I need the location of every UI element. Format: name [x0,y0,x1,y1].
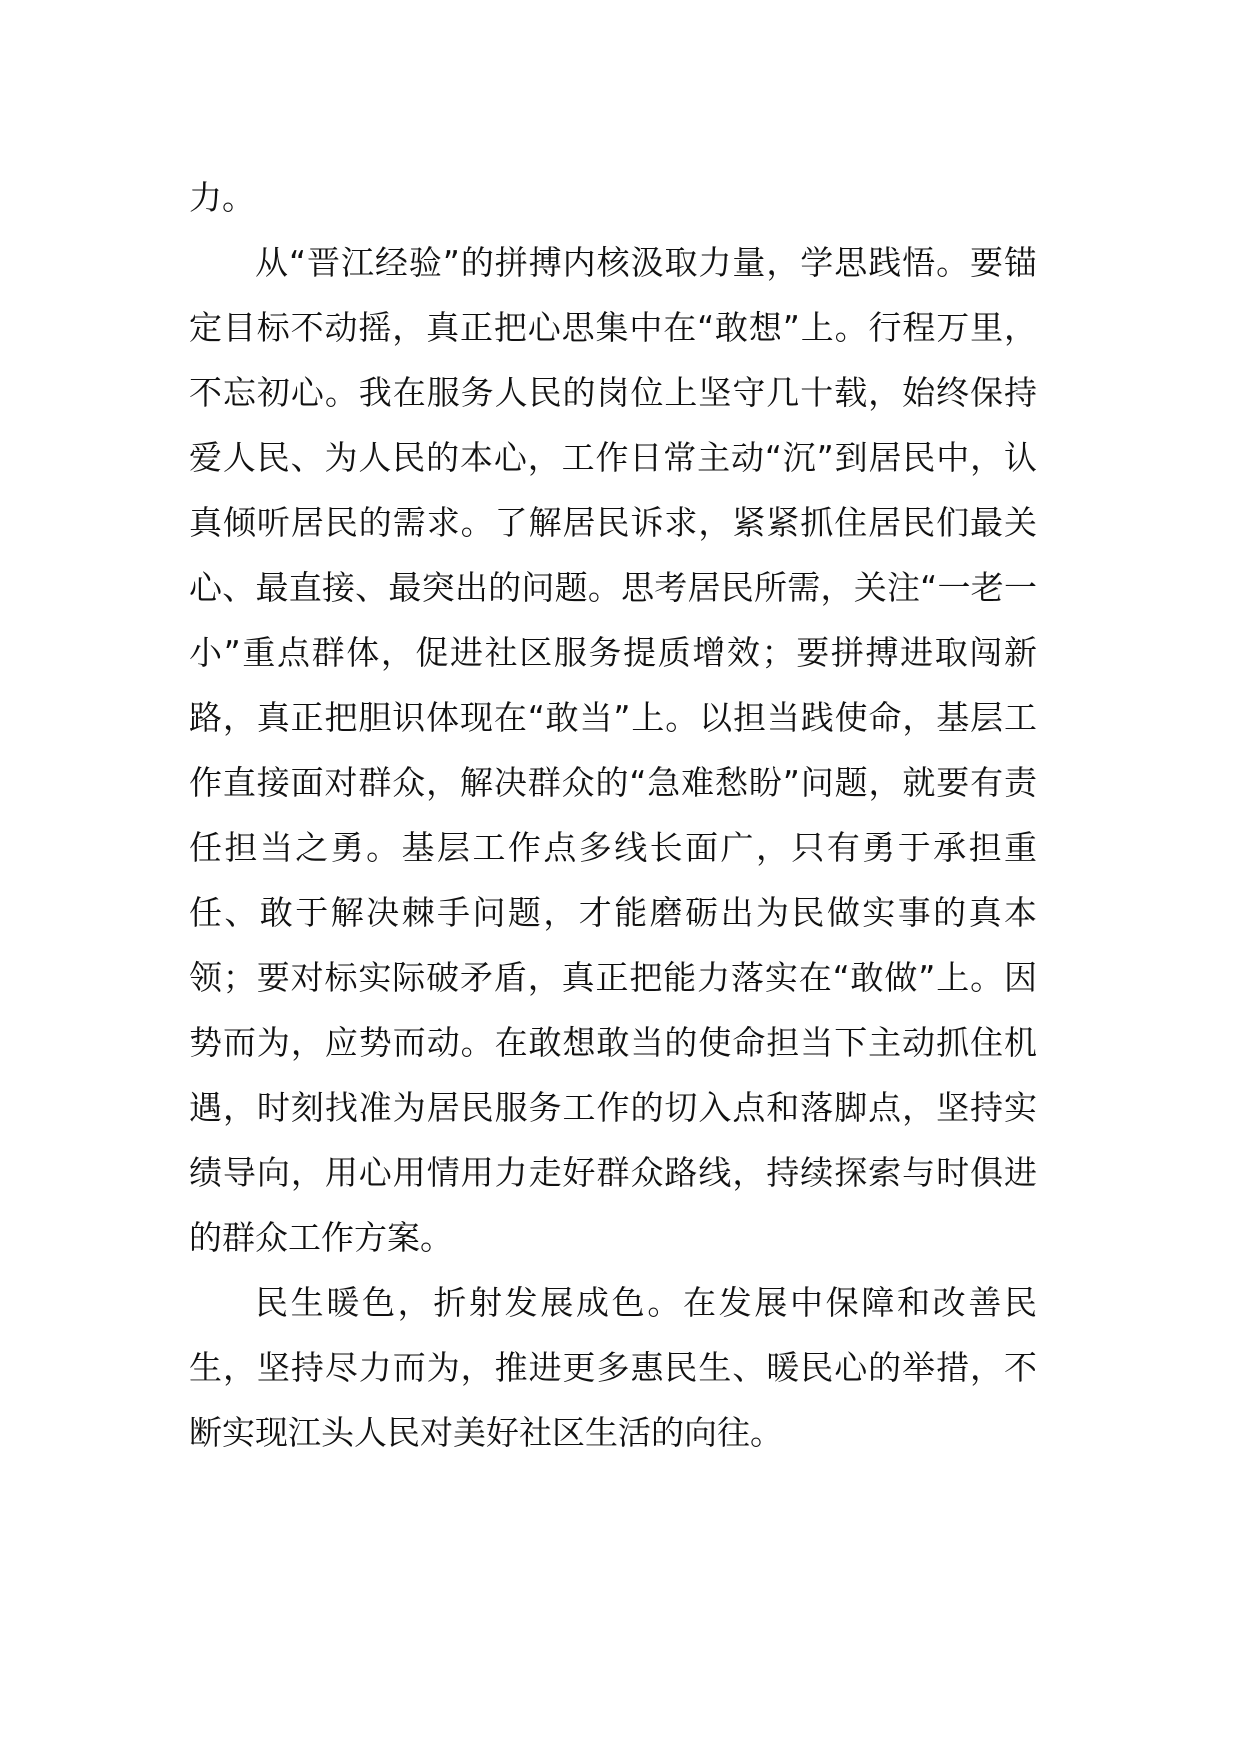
paragraph-livelihood: 民生暖色，折射发展成色。在发展中保障和改善民生，坚持尽力而为，推进更多惠民生、暖民心的举措，不断实现江头人民对美好社区生活的向往。 [189,1283,1037,1452]
document-body [189,165,1037,1465]
paragraph-continuation: 力。 [189,178,255,217]
paragraph-jinjiang-experience: 从“晋江经验”的拼搏内核汲取力量，学思践悟。要锚定目标不动摇，真正把心思集中在“敢想”上。行程万里，不忘初心。我在服务人民的岗位上坚守几十载，始终保持爱人民、为人民的本心，工作日常主动“沉”到居民中，认真倾听居民的需求。了解居民诉求，紧紧抓住居民们最关心、最直接、最突出的问题。思考居民所需，关注“一老一小”重点群体，促进社区服务提质增效；要拼搏进取闯新路，真正把胆识体现在“敢当”上。以担当践使命，基层工作直接面对群众，解决群众的“急难愁盼”问题，就要有责任担当之勇。基层工作点多线长面广，只有勇于承担重任、敢于解决棘手问题，才能磨砺出为民做实事的真本领；要对标实际破矛盾，真正把能力落实在“敢做”上。因势而为，应势而动。在敢想敢当的使命担当下主动抓住机遇，时刻找准为居民服务工作的切入点和落脚点，坚持实绩导向，用心用情用力走好群众路线，持续探索与时俱进的群众工作方案。 [189,243,1037,1257]
